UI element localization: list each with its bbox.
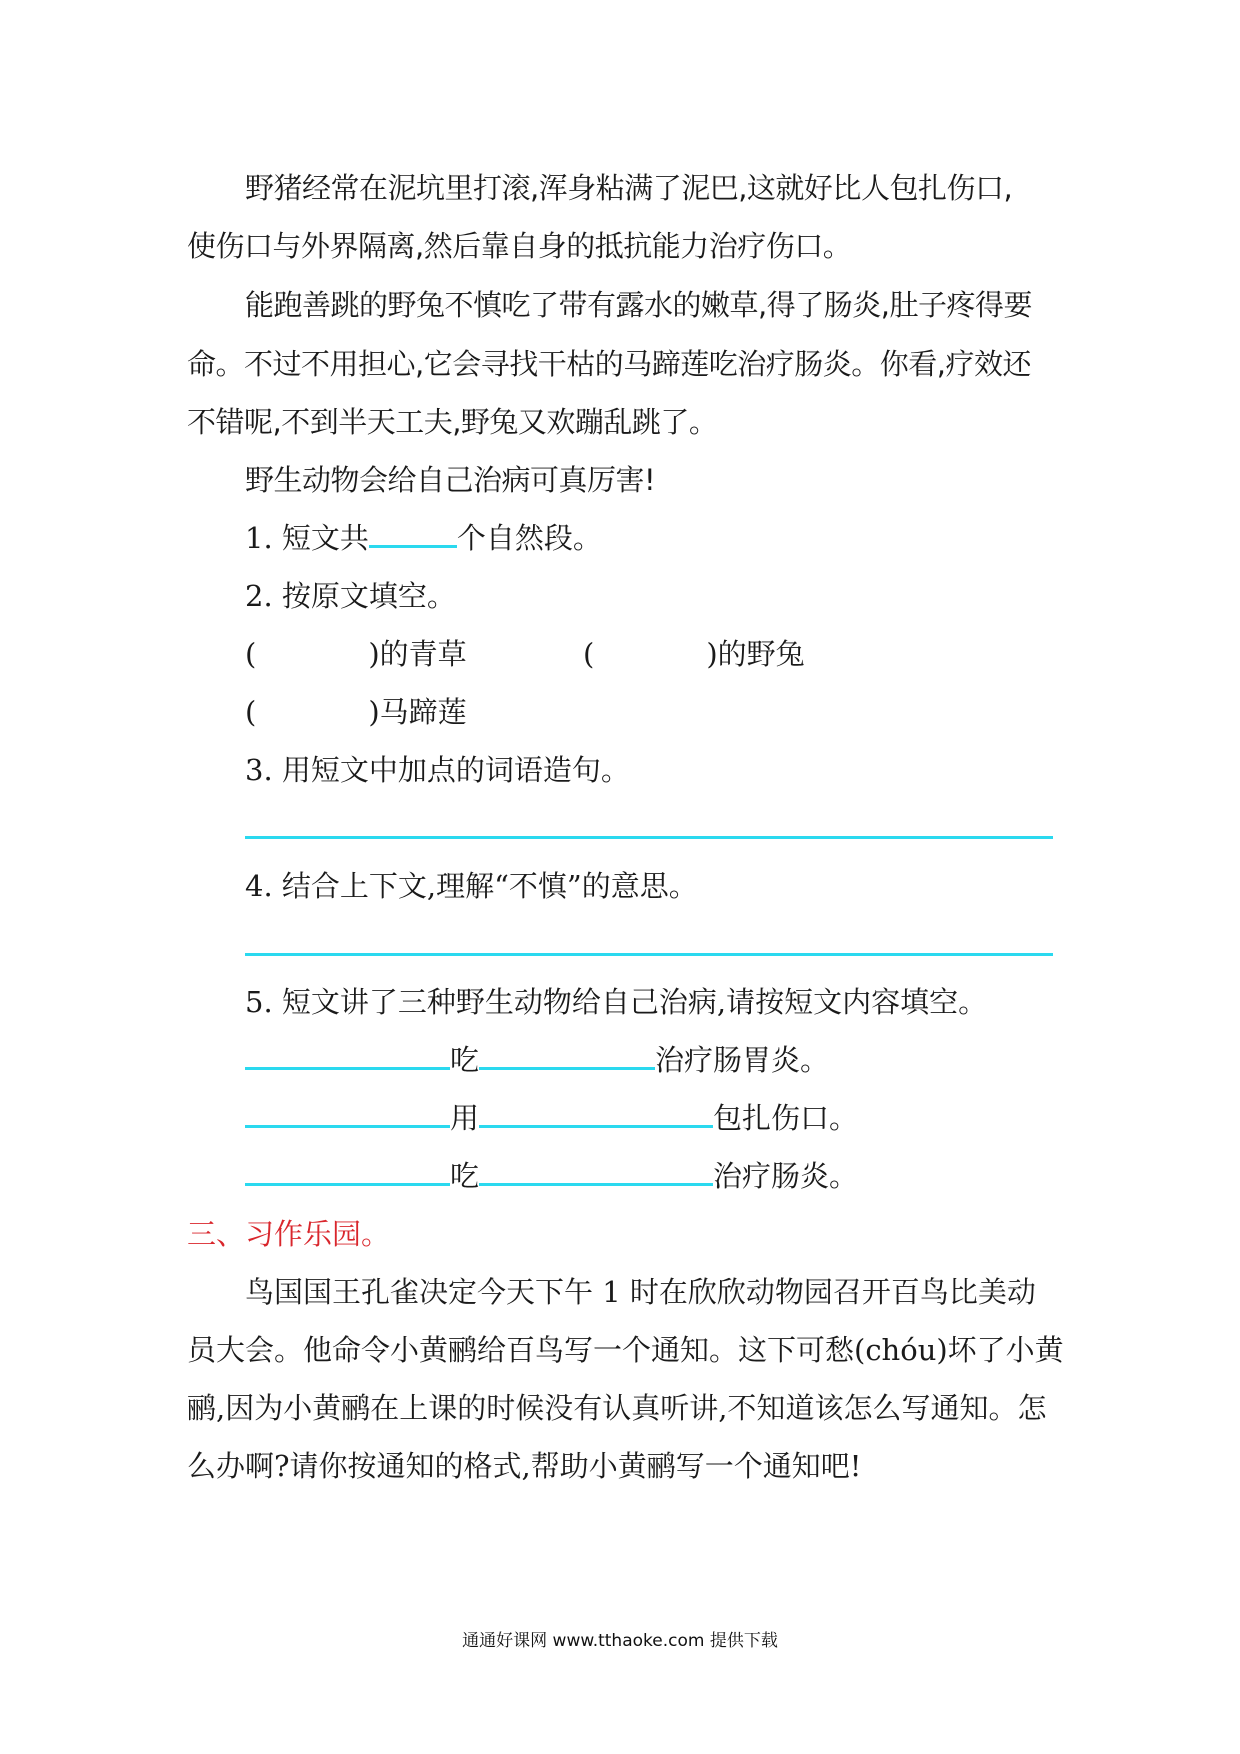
question-1-suffix: 个自然段。 [456, 521, 602, 555]
question-5-row-2-verb: 用 [450, 1101, 480, 1135]
page-footer: 通通好课网 www.tthaoke.com 提供下载 [462, 1631, 778, 1651]
question-1-blank[interactable] [369, 523, 457, 548]
paren-close: ) [368, 695, 380, 729]
question-3-answer-line[interactable] [245, 836, 1053, 839]
section-3-line-4: 么办啊?请你按通知的格式,帮助小黄鹂写一个通知吧! [187, 1449, 862, 1483]
passage-p3: 野生动物会给自己治病可真厉害! [245, 463, 656, 497]
passage-p2-line3: 不错呢,不到半天工夫,野兔又欢蹦乱跳了。 [187, 405, 718, 439]
question-5-row-3-verb: 吃 [450, 1159, 480, 1193]
question-5-row-1-effect: 治疗肠胃炎。 [655, 1043, 830, 1077]
question-2-item-2-label: 的野兔 [717, 637, 805, 671]
question-5-row-2 [245, 1100, 858, 1136]
section-3-heading: 三、习作乐园。 [187, 1217, 391, 1251]
section-3-line-2: 员大会。他命令小黄鹂给百鸟写一个通知。这下可愁(chóu)坏了小黄 [187, 1333, 1064, 1367]
question-5-row-3-effect: 治疗肠炎。 [713, 1159, 859, 1193]
question-2: 2. 按原文填空。 [245, 579, 456, 613]
question-5-row-2-effect: 包扎伤口。 [713, 1101, 859, 1135]
question-5-row-3 [245, 1158, 858, 1194]
question-5-row-2-remedy-blank[interactable] [479, 1103, 713, 1128]
section-3-line-1: 鸟国国王孔雀决定今天下午 1 时在欣欣动物园召开百鸟比美动 [245, 1275, 1036, 1309]
paren-close: ) [706, 637, 718, 671]
question-5-row-1-remedy-blank[interactable] [479, 1045, 655, 1070]
question-2-item-2 [583, 636, 805, 672]
question-5-row-1 [245, 1042, 829, 1078]
question-5-row-1-animal-blank[interactable] [245, 1045, 450, 1070]
question-4: 4. 结合上下文,理解“不慎”的意思。 [245, 869, 698, 903]
passage-p1-line2: 使伤口与外界隔离,然后靠自身的抵抗能力治疗伤口。 [187, 229, 852, 263]
paren-open: ( [245, 637, 257, 671]
paren-close: ) [368, 637, 380, 671]
question-5-row-2-animal-blank[interactable] [245, 1103, 450, 1128]
paren-open: ( [245, 695, 257, 729]
question-3: 3. 用短文中加点的词语造句。 [245, 753, 630, 787]
question-2-item-1-label: 的青草 [379, 637, 467, 671]
question-2-item-3 [245, 694, 467, 730]
passage-p1-line1: 野猪经常在泥坑里打滚,浑身粘满了泥巴,这就好比人包扎伤口, [245, 171, 1013, 205]
passage-p2-line2: 命。不过不用担心,它会寻找干枯的马蹄莲吃治疗肠炎。你看,疗效还 [187, 347, 1031, 381]
passage-p2-line1: 能跑善跳的野兔不慎吃了带有露水的嫩草,得了肠炎,肚子疼得要 [245, 288, 1032, 322]
question-1 [245, 520, 602, 556]
section-3-line-3: 鹂,因为小黄鹂在上课的时候没有认真听讲,不知道该怎么写通知。怎 [187, 1391, 1047, 1425]
question-4-answer-line[interactable] [245, 953, 1053, 956]
question-5-row-1-verb: 吃 [450, 1043, 480, 1077]
question-5-row-3-animal-blank[interactable] [245, 1161, 450, 1186]
question-2-item-1 [245, 636, 467, 672]
question-5-row-3-remedy-blank[interactable] [479, 1161, 713, 1186]
paren-open: ( [583, 637, 595, 671]
question-5: 5. 短文讲了三种野生动物给自己治病,请按短文内容填空。 [245, 985, 988, 1019]
question-1-prefix: 1. 短文共 [245, 521, 369, 555]
question-2-item-3-label: 马蹄莲 [379, 695, 467, 729]
